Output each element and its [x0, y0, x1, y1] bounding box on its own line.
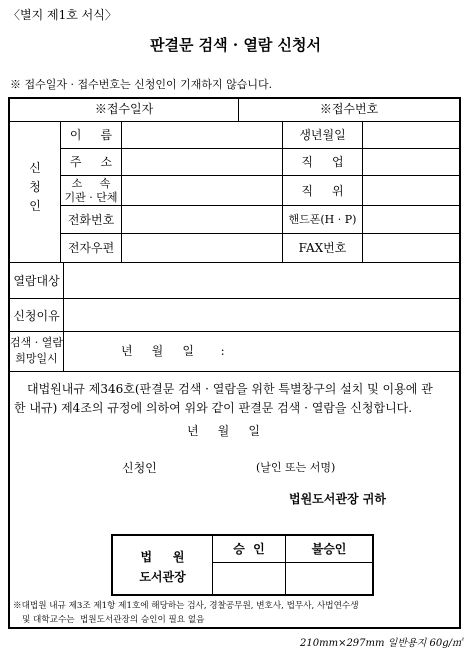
- address-field[interactable]: [123, 150, 281, 174]
- mobile-label: 핸드폰(H · P): [288, 213, 357, 226]
- applicant-section-label: 신 청 인: [29, 161, 41, 213]
- fax-label: FAX번호: [298, 241, 347, 255]
- mobile-field[interactable]: [364, 207, 458, 232]
- request-reason-label: 신청이유: [13, 309, 60, 323]
- preferred-datetime-label-top: 검색 · 열람: [10, 336, 63, 349]
- approve-stamp-field[interactable]: [214, 564, 284, 593]
- position-label: 직 위: [301, 184, 344, 198]
- statement-line-2: 한 내규) 제4조의 규정에 의하여 위와 같이 판결문 검색 · 열람을 신청합니다.: [14, 401, 413, 415]
- page-title: 판결문 검색 · 열람 신청서: [149, 36, 321, 54]
- request-reason-field[interactable]: [65, 300, 458, 330]
- email-field[interactable]: [123, 235, 281, 261]
- birth-date-label: 생년월일: [299, 128, 346, 142]
- preferred-datetime-label-bottom: 희망일시: [15, 352, 58, 365]
- phone-label: 전화번호: [67, 213, 115, 227]
- signature-note[interactable]: (날인 또는 서명): [256, 461, 336, 474]
- viewing-target-label: 열람대상: [13, 274, 60, 288]
- paper-spec: 210mm×297mm 일반용지 60g/㎡: [300, 638, 462, 649]
- receipt-number-label: ※접수번호: [319, 102, 379, 116]
- organization-label-top: 소 속: [71, 177, 111, 190]
- receipt-number-field[interactable]: [365, 100, 458, 119]
- organization-field[interactable]: [123, 177, 281, 204]
- fax-field[interactable]: [364, 235, 458, 261]
- approval-head-bottom: 도서관장: [139, 570, 186, 584]
- application-date-line[interactable]: 년 월 일: [187, 424, 260, 438]
- receipt-notice: ※ 접수일자 · 접수번호는 신청인이 기재하지 않습니다.: [10, 78, 273, 91]
- footnote-line-1: ※대법원 내규 제3조 제1항 제1호에 해당하는 검사, 경찰공무원, 변호사, 법무사, 사법연수생: [13, 601, 359, 611]
- occupation-field[interactable]: [364, 150, 458, 174]
- viewing-target-field[interactable]: [65, 264, 458, 297]
- phone-field[interactable]: [123, 207, 281, 232]
- email-label: 전자우편: [67, 241, 115, 255]
- organization-label-bottom: 기관 · 단체: [64, 191, 118, 204]
- position-field[interactable]: [364, 177, 458, 204]
- reject-label: 불승인: [311, 542, 347, 556]
- receipt-date-field[interactable]: [120, 100, 237, 119]
- approve-label: 승 인: [233, 542, 265, 556]
- preferred-datetime-field[interactable]: 년 월 일 :: [121, 344, 225, 358]
- address-label: 주 소: [69, 155, 113, 169]
- receipt-date-label: ※접수일자: [94, 102, 154, 116]
- name-label: 이 름: [69, 128, 113, 142]
- reject-stamp-field[interactable]: [287, 564, 371, 593]
- birth-date-field[interactable]: [364, 123, 458, 147]
- occupation-label: 직 업: [301, 155, 344, 169]
- form-number-label: 〈별지 제1호 서식〉: [8, 8, 117, 22]
- addressee: 법원도서관장 귀하: [289, 492, 386, 506]
- applicant-signature-label: 신청인: [122, 461, 157, 475]
- footnote-line-2: 및 대학교수는 법원도서관장의 승인이 필요 없음: [22, 615, 205, 625]
- name-field[interactable]: [123, 123, 281, 147]
- statement-line-1: 대법원내규 제346호(판결문 검색 · 열람을 위한 특별창구의 설치 및 이용에 관: [27, 382, 433, 396]
- approval-head-top: 법 원: [140, 550, 185, 564]
